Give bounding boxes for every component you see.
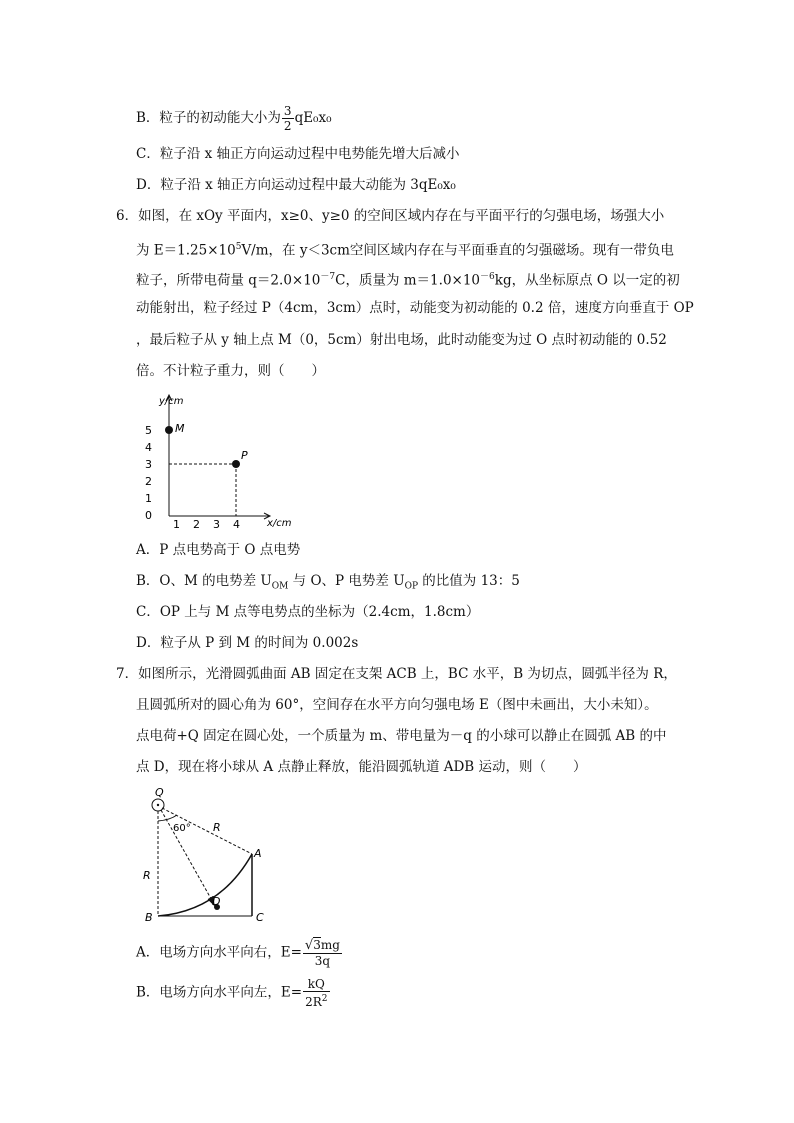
q6-option-c: C．OP 上与 M 点等电势点的坐标为（2.4cm，1.8cm） (136, 604, 480, 620)
q6-stem-line4: 动能射出，粒子经过 P（4cm，3cm）点时，动能变为初动能的 0.2 倍，速度方向垂直于 OP (136, 300, 694, 316)
q6-y-tick-4: 4 (145, 441, 152, 454)
q6-stem-line1: 6．如图，在 xOy 平面内，x≥0、y≥0 的空间区域内存在与平面平行的匀强电场，场强大小 (116, 208, 665, 224)
q6-x-tick-3: 3 (213, 518, 220, 531)
q6-figure (135, 392, 305, 532)
q6-stem-line6: 倍。不计粒子重力，则（ ） (136, 363, 325, 379)
q6-x-tick-2: 2 (193, 518, 200, 531)
q6-x-axis-label: x/cm (267, 518, 292, 529)
q6-x-tick-1: 1 (173, 518, 180, 531)
q6-origin-label: 0 (145, 509, 152, 522)
q6-stem-line3: 粒子，所带电荷量 $q=2.0\times 10^{-7}C$，质量为 $m=1.0\times 10^{-6}kg$，从坐标原点 O 以一定的初 (136, 272, 680, 289)
q7-stem-line2: 且圆弧所对的圆心角为 60°，空间存在水平方向匀强电场 E（图中未画出，大小未知）。 (136, 697, 658, 713)
q6-y-tick-1: 1 (145, 492, 152, 505)
q5-option-c: C．粒子沿 x 轴正方向运动过程中电势能先增大后减小 (136, 146, 460, 162)
q7-option-a: A．电场方向水平向右，E= $\frac{√3mg}{3q}$ (136, 938, 340, 968)
q5-option-b-suffix: qE₀x₀ (294, 110, 332, 126)
q7-label-d: D (212, 895, 221, 908)
q6-y-axis-label: y/cm (159, 396, 184, 407)
q6-option-b: B．O、M 的电势差 $U_{OM}$ 与 O、P 电势差 $U_{OP}$ 的比值为 13：5 (136, 573, 520, 592)
q6-option-a: A．P 点电势高于 O 点电势 (136, 542, 301, 558)
q7-label-r-vert: R (143, 869, 151, 882)
q7-arc-ab (158, 854, 252, 916)
q6-point-m (165, 426, 173, 434)
q5-option-b-fraction: $\frac{3}{2}$ (283, 104, 292, 133)
q6-stem-line2: 为 $E=1.25\times 10^5V/m$，在 y＜3cm空间区域内存在与平面垂直的匀强磁场。现有一带负电 (136, 242, 674, 259)
q7-label-a: A (254, 847, 262, 860)
q5-option-d: D．粒子沿 x 轴正方向运动过程中最大动能为 3qE₀x₀ (136, 177, 456, 193)
q7-stem-line1: 7．如图所示，光滑圆弧曲面 AB 固定在支架 ACB 上，BC 水平，B 为切点，圆弧半径为 R， (116, 666, 677, 682)
q6-y-tick-5: 5 (145, 424, 152, 437)
q6-label-p: P (241, 449, 248, 462)
q7-stem-line4: 点 D，现在将小球从 A 点静止释放，能沿圆弧轨道 ADB 运动，则（ ） (136, 759, 587, 775)
q7-label-q: Q (155, 786, 164, 799)
q7-option-a-fraction: $\frac{√3mg}{3q}$ (304, 938, 340, 968)
q7-charge-q-center (157, 804, 159, 806)
q7-stem-line3: 点电荷+Q 固定在圆心处，一个质量为 m、带电量为－q 的小球可以静止在圆弧 AB 的中 (136, 728, 667, 744)
q5-option-b-prefix: B．粒子的初动能大小为 (136, 110, 281, 126)
q7-label-angle: 60° (173, 823, 191, 834)
q7-option-b: B．电场方向水平向左，E= $\frac{kQ}{2R^2}$ (136, 977, 328, 1009)
q7-option-b-fraction: $\frac{kQ}{2R^2}$ (305, 977, 328, 1009)
q7-angle-arc (158, 815, 177, 821)
q6-label-m: M (175, 422, 185, 435)
q6-x-tick-4: 4 (233, 518, 240, 531)
q7-label-r-slant: R (213, 821, 221, 834)
q6-option-d: D．粒子从 P 到 M 的时间为 0.002s (136, 635, 359, 651)
q5-option-b (136, 104, 332, 133)
q6-y-tick-2: 2 (145, 475, 152, 488)
q6-point-p (232, 460, 240, 468)
q7-figure (135, 786, 275, 926)
q7-label-b: B (145, 911, 153, 924)
q7-label-c: C (256, 911, 264, 924)
q6-stem-line5: ，最后粒子从 y 轴上点 M（0，5cm）射出电场，此时动能变为过 O 点时初动能的 0.52 (136, 332, 667, 348)
q6-y-tick-3: 3 (145, 458, 152, 471)
